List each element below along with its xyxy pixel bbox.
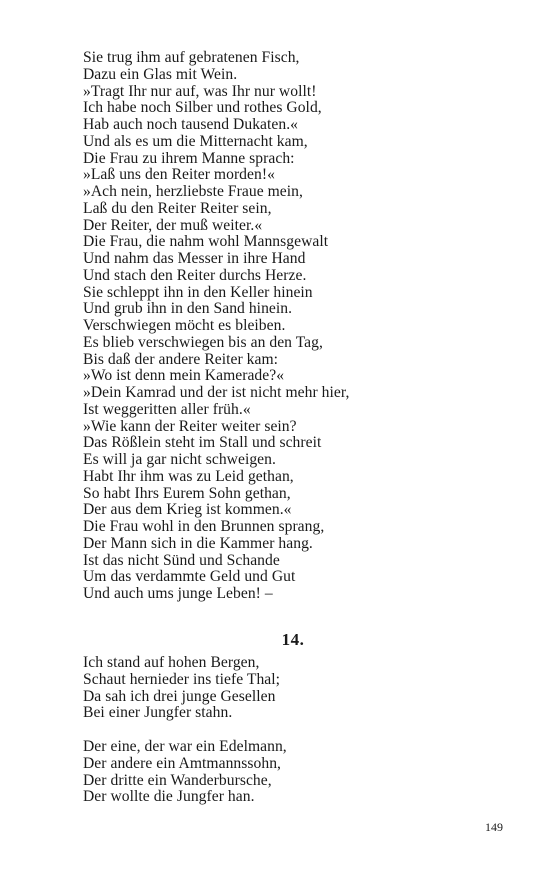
poem-line: Laß du den Reiter Reiter sein, — [83, 199, 272, 217]
poem-line: Der aus dem Krieg ist kommen.« — [83, 501, 292, 519]
poem-line: Das Rößlein steht im Stall und schreit — [83, 434, 322, 452]
poem-line: Es will ja gar nicht schweigen. — [83, 451, 276, 468]
poem-line: Es blieb verschwiegen bis an den Tag, — [83, 333, 323, 351]
poem-line: Die Frau zu ihrem Manne sprach: — [83, 149, 295, 167]
poem-line: Bei einer Jungfer stahn. — [83, 704, 233, 722]
poem-line: Habt Ihr ihm was zu Leid gethan, — [83, 467, 294, 485]
poem-14-stanza-2 — [83, 739, 503, 806]
poem-line: Der wollte die Jungfer han. — [83, 788, 255, 806]
poem-line: »Wie kann der Reiter weiter sein? — [83, 417, 297, 435]
poem-line: »Wo ist denn mein Kamerade?« — [83, 367, 285, 385]
poem-line: Hab auch noch tausend Dukaten.« — [83, 116, 299, 133]
poem-line: Und auch ums junge Leben! – — [83, 585, 273, 602]
poem-line: Sie trug ihm auf gebratenen Fisch, — [83, 49, 300, 66]
poem-line: Bis daß der andere Reiter kam: — [83, 350, 279, 368]
poem-line: Der andere ein Amtmannssohn, — [83, 754, 282, 772]
poem-line: Ist das nicht Sünd und Schande — [83, 551, 280, 569]
poem-line: Der Mann sich in die Kammer hang. — [83, 534, 313, 552]
poem-line: Da sah ich drei junge Gesellen — [83, 687, 276, 705]
poem-line: Ich habe noch Silber und rothes Gold, — [83, 99, 322, 117]
poem-line: »Ach nein, herzliebste Fraue mein, — [83, 183, 303, 200]
poem-line: Ist weggeritten aller früh.« — [83, 400, 251, 418]
poem-line: Und nahm das Messer in ihre Hand — [83, 250, 306, 267]
poem-line: Verschwiegen möcht es bleiben. — [83, 317, 286, 334]
poem-line: So habt Ihrs Eurem Sohn gethan, — [83, 484, 291, 502]
poem-continuation — [83, 50, 503, 603]
poem-line: Ich stand auf hohen Bergen, — [83, 654, 260, 671]
poem-line: Die Frau, die nahm wohl Mannsgewalt — [83, 233, 329, 251]
poem-line: »Dein Kamrad und der ist nicht mehr hier, — [83, 384, 350, 401]
poem-line: Die Frau wohl in den Brunnen sprang, — [83, 518, 325, 535]
poem-line: Sie schleppt ihn in den Keller hinein — [83, 283, 313, 301]
poem-line: Und grub ihn in den Sand hinein. — [83, 300, 293, 318]
poem-14-stanza-1 — [83, 655, 503, 722]
poem-line: Der eine, der war ein Edelmann, — [83, 738, 287, 755]
section-heading: 14. — [281, 630, 305, 649]
poem-line: Schaut hernieder ins tiefe Thal; — [83, 670, 281, 688]
poem-line: Der dritte ein Wanderbursche, — [83, 771, 272, 789]
poem-line: »Laß uns den Reiter morden!« — [83, 166, 275, 184]
poem-line: Der Reiter, der muß weiter.« — [83, 216, 263, 234]
poem-line: »Tragt Ihr nur auf, was Ihr nur wollt! — [83, 82, 317, 100]
poem-line: Und als es um die Mitternacht kam, — [83, 132, 308, 150]
poem-line: Um das verdammte Geld und Gut — [83, 568, 296, 586]
page-number: 149 — [485, 820, 503, 834]
poem-line: Dazu ein Glas mit Wein. — [83, 65, 238, 83]
poem-line: Und stach den Reiter durchs Herze. — [83, 266, 307, 284]
